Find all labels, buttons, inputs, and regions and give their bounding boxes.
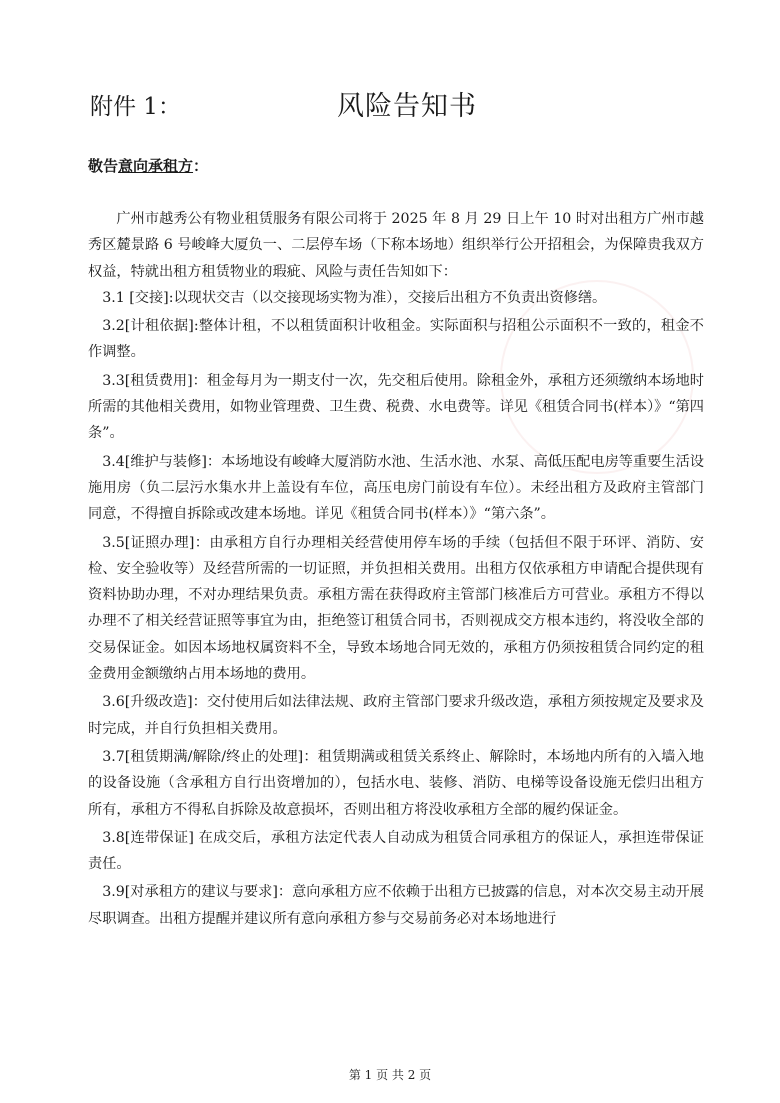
- clause-3-9: 3.9[对承租方的建议与要求]：意向承租方应不依赖于出租方已披露的信息，对本次交易主动开展尽职调查。出租方提醒并建议所有意向承租方参与交易前务必对本场地进行: [88, 884, 704, 927]
- clause-3-1: 3.1 [交接]:以现状交吉（以交接现场实物为准），交接后出租方不负责出资修缮。: [102, 289, 607, 306]
- addressee-line: [88, 155, 208, 176]
- addressee-prefix: 敬告: [88, 157, 119, 175]
- clause-3-8: 3.8[连带保证] 在成交后，承租方法定代表人自动成为租赁合同承租方的保证人，承担连带保证责任。: [88, 829, 704, 873]
- clause-3-2: 3.2[计租依据]:整体计租，不以租赁面积计收租金。实际面积与招租公示面积不一致的，租金不作调整。: [88, 318, 704, 361]
- document-body: [88, 206, 704, 932]
- intro-paragraph: 广州市越秀公有物业租赁服务有限公司将于 2025 年 8 月 29 日上午 10 时对出租方广州市越秀区麓景路 6 号峻峰大厦负一、二层停车场（下称本场地）组织举行公开招租会，为保障贵我双方权益，特就出租方租赁物业的瑕疵、风险与责任告知如下：: [88, 211, 704, 280]
- addressee-suffix: ：: [193, 157, 209, 175]
- document-header: [0, 84, 780, 124]
- clause-3-7: 3.7[租赁期满/解除/终止的处理]：租赁期满或租赁关系终止、解除时，本场地内所有的入墙入地的设备设施（含承租方自行出资增加的），包括水电、装修、消防、电梯等设备设施无偿归出租方所有，承租方不得私自拆除及故意损坏，否则出租方将没收承租方全部的履约保证金。: [88, 748, 704, 818]
- clause-3-6: 3.6[升级改造]：交付使用后如法律法规、政府主管部门要求升级改造，承租方须按规定及要求及时完成，并自行负担相关费用。: [88, 694, 704, 737]
- page-number-footer: 第 1 页 共 2 页: [348, 1068, 432, 1082]
- clause-3-3: 3.3[租赁费用]：租金每月为一期支付一次，先交租后使用。除租金外，承租方还须缴纳本场地时所需的其他相关费用，如物业管理费、卫生费、税费、水电费等。详见《租赁合同书(样本）》“第四条”。: [88, 372, 704, 442]
- document-title: 风险告知书: [337, 91, 477, 122]
- attachment-label: 附件 1：: [90, 94, 181, 120]
- addressee-recipient: 意向承租方: [118, 157, 194, 175]
- clause-3-4: 3.4[维护与装修]：本场地设有峻峰大厦消防水池、生活水池、水泵、高低压配电房等重要生活设施用房（负二层污水集水井上盖设有车位，高压电房门前设有车位）。未经出租方及政府主管部门同意，不得擅自拆除或改建本场地。详见《租赁合同书(样本）》“第六条”。: [88, 453, 704, 523]
- clause-3-5: 3.5[证照办理]：由承租方自行办理相关经营使用停车场的手续（包括但不限于环评、消防、安检、安全验收等）及经营所需的一切证照，并负担相关费用。出租方仅依承租方申请配合提供现有资料协助办理，不对办理结果负责。承租方需在获得政府主管部门核准后方可营业。承租方不得以办理不了相关经营证照等事宜为由，拒绝签订租赁合同书，否则视成交方根本违约，将没收全部的交易保证金。如因本场地权属资料不全，导致本场地合同无效的，承租方仍须按租赁合同约定的租金费用金额缴纳占用本场地的费用。: [88, 534, 704, 683]
